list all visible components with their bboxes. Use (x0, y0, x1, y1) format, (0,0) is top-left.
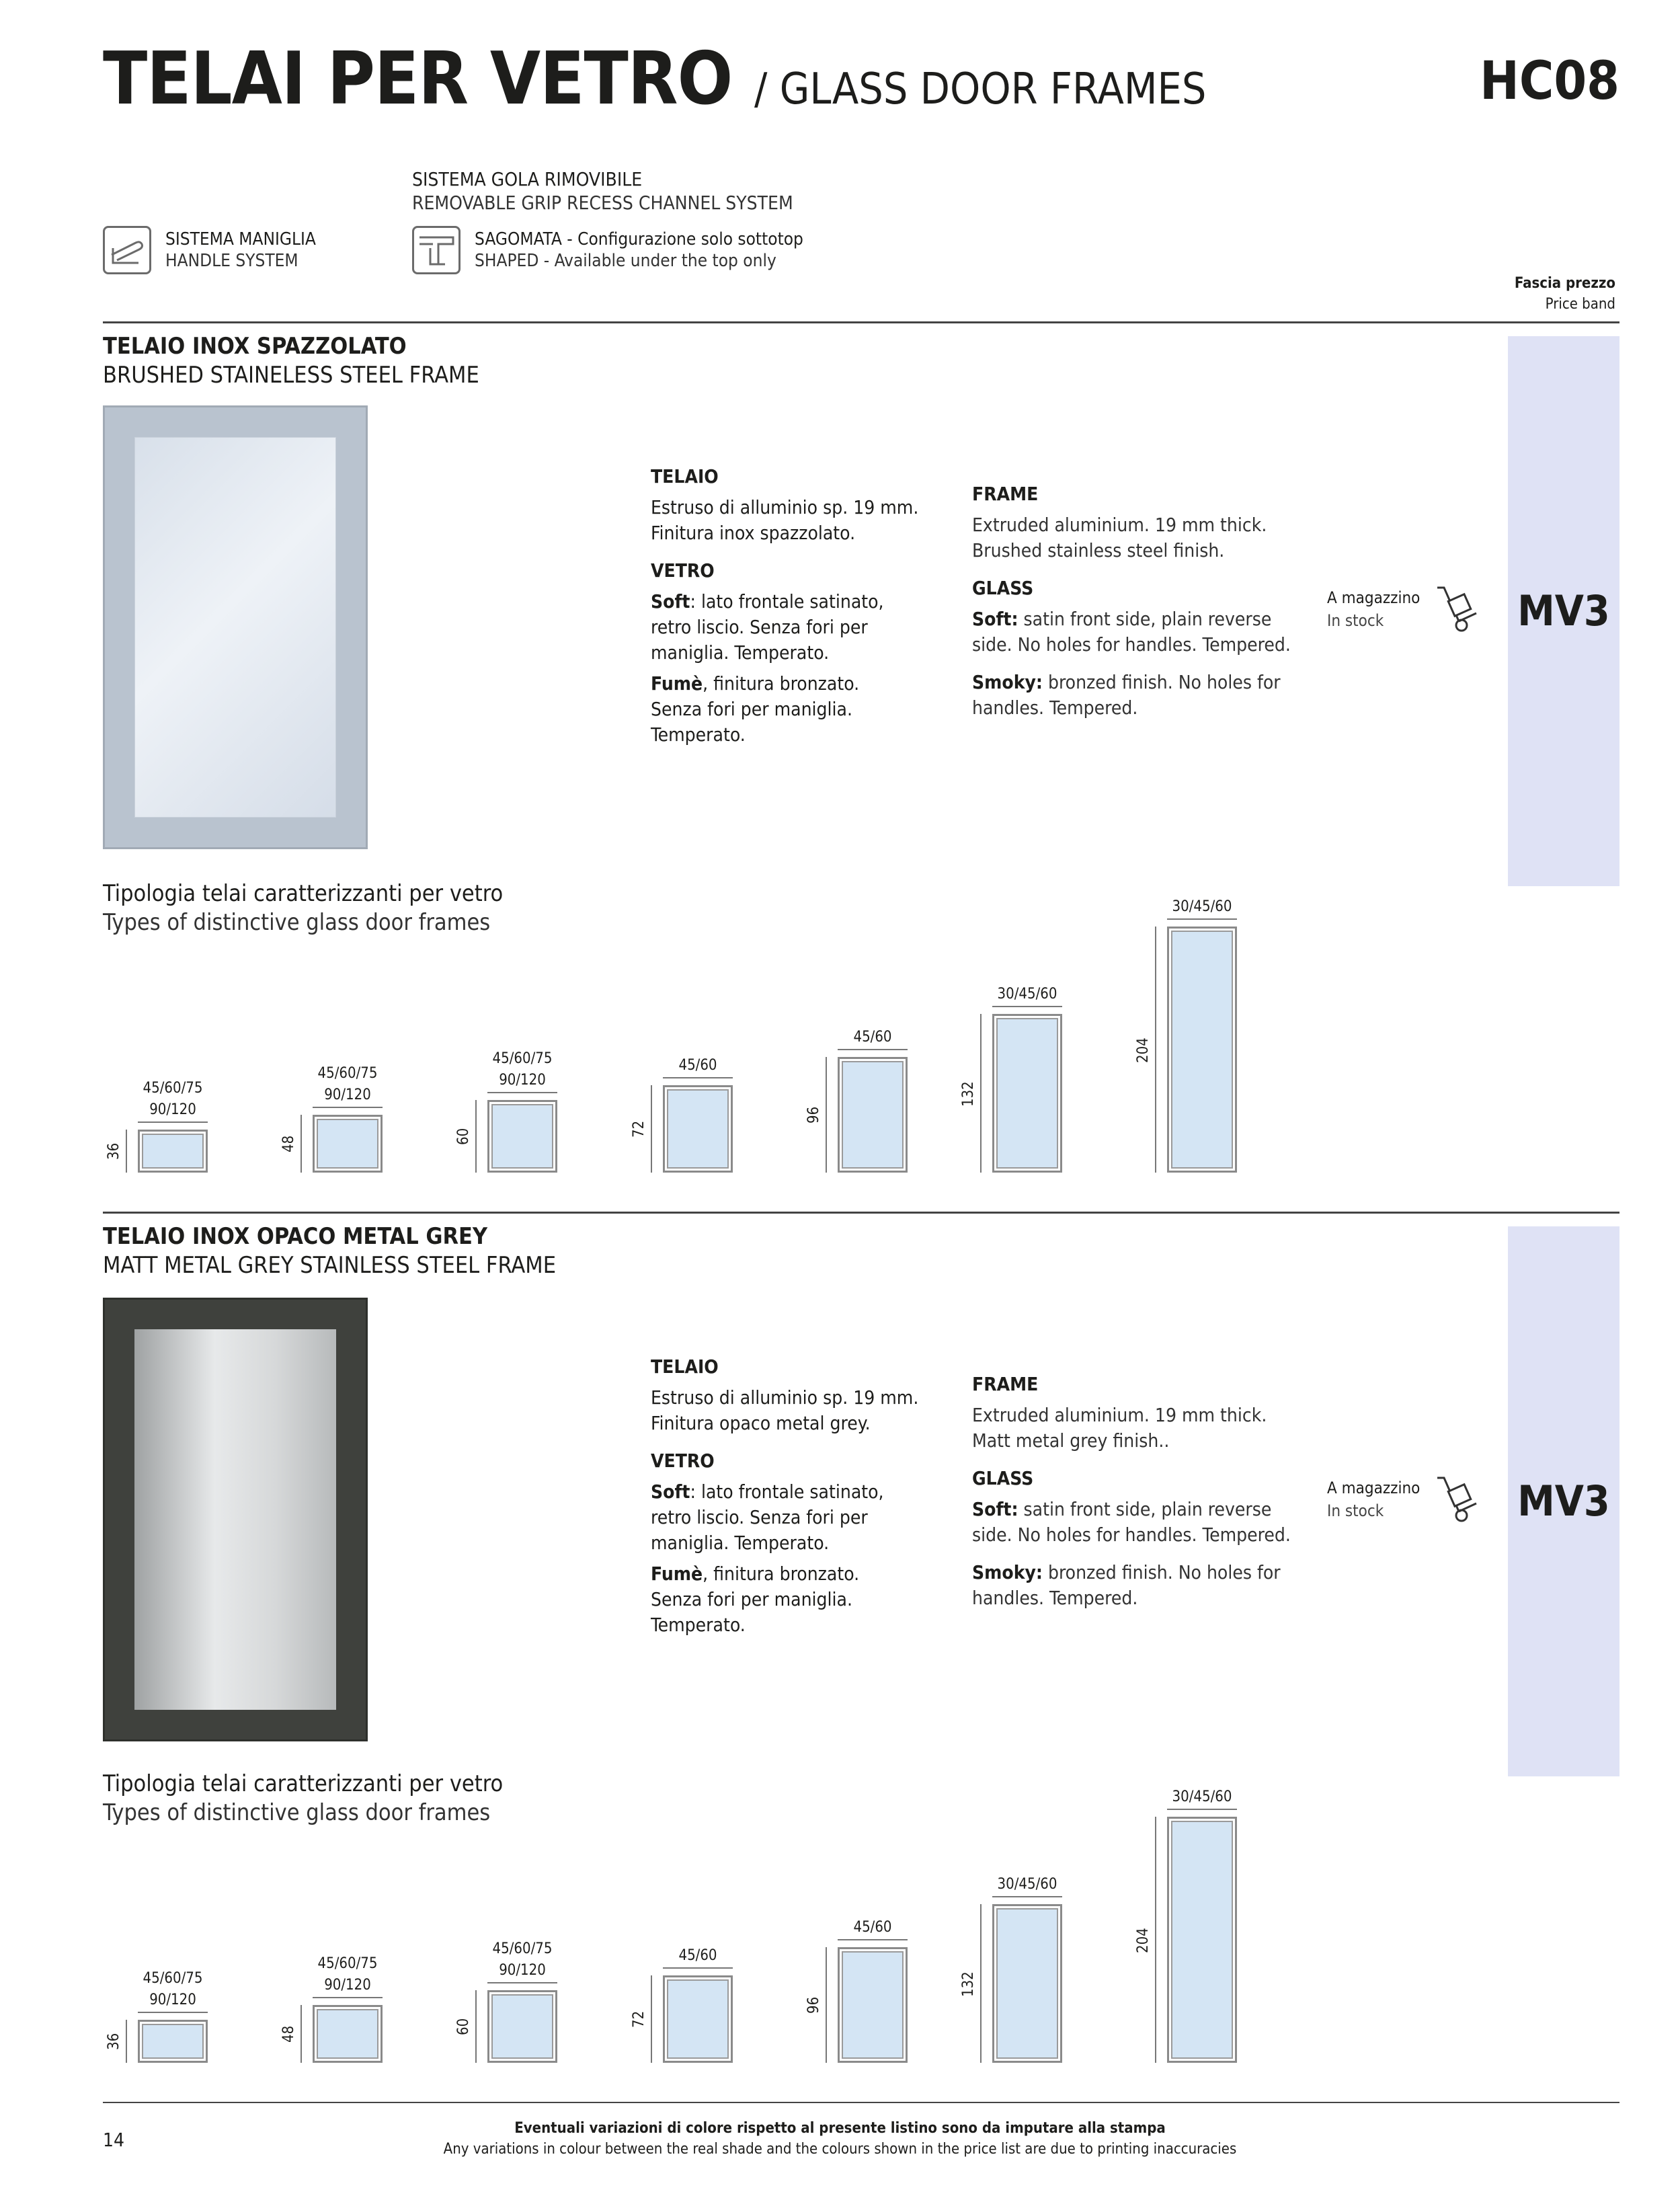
hand-truck-icon (1435, 584, 1483, 637)
desc-line: , finitura bronzato. (703, 1563, 860, 1585)
frame-height-label: 48 (280, 2025, 297, 2043)
frame-type-box (838, 1057, 908, 1173)
fume-label: Fumè (651, 672, 703, 695)
frame-width-label: 90/120 (149, 1101, 196, 1118)
desc-line: Temperato. (651, 723, 746, 746)
width-dimension-line (838, 1049, 908, 1050)
grip-system-label-it: SISTEMA GOLA RIMOVIBILE (412, 168, 643, 190)
frame-type-box (838, 1947, 908, 2063)
metal-grey-door-image (103, 1298, 368, 1741)
frame-type-box (487, 1990, 557, 2063)
height-dimension-line (475, 1100, 477, 1173)
price-band-code: MV3 (1517, 1477, 1610, 1526)
frame-type-box (138, 2020, 208, 2063)
frame-width-label: 45/60/75 (317, 1065, 378, 1082)
handle-icon (103, 226, 151, 274)
width-dimension-line (1167, 918, 1237, 920)
frame-heading-en: FRAME (972, 483, 1039, 505)
desc-line: Senza fori per maniglia. (651, 698, 852, 720)
height-dimension-line (126, 1130, 127, 1173)
frame-height-label: 204 (1135, 1037, 1152, 1063)
desc-line: maniglia. Temperato. (651, 641, 830, 664)
desc-line: Estruso di alluminio sp. 19 mm. (651, 496, 919, 518)
height-dimension-line (301, 2005, 302, 2063)
frame-width-label: 90/120 (324, 1977, 371, 1994)
frame-type-box (313, 2005, 383, 2063)
frame-type-box (663, 1085, 733, 1173)
frame-height-label: 96 (805, 1106, 822, 1124)
stock-label-it: A magazzino (1327, 588, 1421, 607)
desc-line: maniglia. Temperato. (651, 1532, 830, 1554)
glass-heading-en: GLASS (972, 577, 1034, 599)
height-dimension-line (301, 1115, 302, 1173)
frame-height-label: 72 (631, 1120, 647, 1138)
description-it (651, 1354, 918, 1638)
shaped-grip-icon (412, 226, 461, 274)
stock-label (1327, 586, 1420, 632)
fume-label: Fumè (651, 1563, 703, 1585)
desc-line: Finitura opaco metal grey. (651, 1412, 871, 1434)
glass-heading-it: VETRO (651, 559, 715, 582)
desc-line: : lato frontale satinato, (690, 1481, 884, 1503)
frame-heading-en: FRAME (972, 1373, 1039, 1395)
frame-width-label: 45/60 (853, 1029, 892, 1046)
frame-width-label: 90/120 (499, 1962, 546, 1979)
height-dimension-line (826, 1947, 827, 2063)
footer-note-it: Eventuali variazioni di colore rispetto al presente listino sono da imputare alla stampa (514, 2120, 1166, 2137)
frame-width-label: 30/45/60 (1172, 898, 1232, 915)
shaped-label-it: SAGOMATA - Configurazione solo sottotop (475, 229, 803, 249)
shaped-label-en: SHAPED - Available under the top only (475, 251, 776, 271)
width-dimension-line (992, 1006, 1062, 1007)
frame-height-label: 72 (631, 2010, 647, 2028)
frame-type-box (1167, 927, 1237, 1173)
frame-type-box (138, 1130, 208, 1173)
smoky-label: Smoky: (972, 1561, 1043, 1583)
desc-line: satin front side, plain reverse (1018, 1498, 1272, 1520)
description-en (972, 481, 1291, 721)
frame-height-label: 60 (455, 2018, 472, 2035)
height-dimension-line (475, 1990, 477, 2063)
soft-label: Soft (651, 590, 690, 613)
desc-line: retro liscio. Senza fori per (651, 1506, 868, 1528)
desc-line: side. No holes for handles. Tempered. (972, 1524, 1291, 1546)
stock-label (1327, 1477, 1420, 1522)
soft-label: Soft: (972, 1498, 1018, 1520)
desc-line: : lato frontale satinato, (690, 590, 884, 613)
stock-label-en: In stock (1327, 611, 1384, 630)
frame-width-label: 45/60/75 (492, 1050, 553, 1067)
section-title-it: TELAIO INOX OPACO METAL GREY (103, 1223, 488, 1250)
frame-heading-it: TELAIO (651, 1355, 719, 1378)
frame-width-label: 90/120 (149, 1992, 196, 2008)
width-dimension-line (663, 1077, 733, 1078)
types-title-it: Tipologia telai caratterizzanti per vetro (103, 880, 504, 907)
desc-line: Temperato. (651, 1614, 746, 1636)
frame-width-label: 90/120 (324, 1087, 371, 1103)
desc-line: bronzed finish. No holes for (1042, 671, 1281, 693)
section-divider (103, 321, 1619, 323)
section-divider (103, 1212, 1619, 1214)
soft-label: Soft (651, 1481, 690, 1503)
section-title (103, 332, 479, 390)
soft-label: Soft: (972, 608, 1018, 630)
height-dimension-line (126, 2020, 127, 2063)
frame-height-label: 36 (106, 1142, 122, 1160)
frame-height-label: 36 (106, 2033, 122, 2050)
frame-width-label: 45/60/75 (143, 1970, 203, 1987)
height-dimension-line (1155, 927, 1156, 1173)
frame-width-label: 45/60/75 (317, 1955, 378, 1972)
hand-truck-icon (1435, 1474, 1483, 1528)
frame-width-label: 45/60 (678, 1947, 717, 1964)
frame-type-box (487, 1100, 557, 1173)
section-title-it: TELAIO INOX SPAZZOLATO (103, 333, 407, 360)
desc-line: Matt metal grey finish.. (972, 1429, 1170, 1452)
glass-heading-it: VETRO (651, 1450, 715, 1472)
frame-height-label: 132 (960, 1080, 977, 1107)
frame-height-label: 48 (280, 1135, 297, 1152)
frame-types-diagram (0, 1778, 1680, 2074)
desc-line: handles. Tempered. (972, 1587, 1138, 1609)
description-it (651, 464, 918, 748)
price-band-code: MV3 (1517, 586, 1610, 635)
height-dimension-line (651, 1085, 652, 1173)
section-title (103, 1222, 556, 1280)
description-en (972, 1372, 1291, 1611)
desc-line: Finitura inox spazzolato. (651, 522, 856, 544)
frame-height-label: 60 (455, 1128, 472, 1145)
frame-width-label: 45/60/75 (492, 1940, 553, 1957)
height-dimension-line (980, 1014, 982, 1173)
frame-type-box (313, 1115, 383, 1173)
desc-line: retro liscio. Senza fori per (651, 616, 868, 638)
frame-width-label: 30/45/60 (997, 1876, 1057, 1893)
price-band-label-it: Fascia prezzo (1514, 275, 1615, 292)
desc-line: Extruded aluminium. 19 mm thick. (972, 1404, 1267, 1426)
frame-heading-it: TELAIO (651, 465, 719, 487)
types-title-en: Types of distinctive glass door frames (103, 909, 491, 936)
section-title-en: MATT METAL GREY STAINLESS STEEL FRAME (103, 1252, 557, 1279)
height-dimension-line (826, 1057, 827, 1173)
width-dimension-line (313, 1997, 383, 1998)
types-title-it: Tipologia telai caratterizzanti per vetro (103, 1770, 504, 1797)
width-dimension-line (663, 1967, 733, 1969)
desc-line: Extruded aluminium. 19 mm thick. (972, 514, 1267, 536)
frame-width-label: 45/60/75 (143, 1080, 203, 1097)
desc-line: , finitura bronzato. (703, 672, 860, 695)
frame-width-label: 45/60 (678, 1057, 717, 1074)
brushed-steel-door-image (103, 405, 368, 849)
handle-system-label-it: SISTEMA MANIGLIA (165, 229, 316, 249)
section-title-en: BRUSHED STAINELESS STEEL FRAME (103, 362, 479, 389)
width-dimension-line (838, 1939, 908, 1940)
frame-type-box (992, 1904, 1062, 2063)
height-dimension-line (980, 1904, 982, 2063)
width-dimension-line (138, 1121, 208, 1123)
frame-height-label: 96 (805, 1996, 822, 2014)
smoky-label: Smoky: (972, 671, 1043, 693)
desc-line: Senza fori per maniglia. (651, 1588, 852, 1610)
desc-line: bronzed finish. No holes for (1042, 1561, 1281, 1583)
grip-system-label-en: REMOVABLE GRIP RECESS CHANNEL SYSTEM (412, 192, 793, 214)
page-number: 14 (103, 2129, 125, 2151)
frame-width-label: 45/60 (853, 1919, 892, 1936)
width-dimension-line (1167, 1809, 1237, 1810)
width-dimension-line (487, 1982, 557, 1983)
width-dimension-line (313, 1107, 383, 1108)
height-dimension-line (651, 1975, 652, 2063)
catalog-code: HC08 (1480, 51, 1619, 112)
stock-label-en: In stock (1327, 1501, 1384, 1520)
title-en: / GLASS DOOR FRAMES (754, 65, 1207, 114)
frame-width-label: 90/120 (499, 1072, 546, 1089)
desc-line: handles. Tempered. (972, 697, 1138, 719)
width-dimension-line (487, 1092, 557, 1093)
glass-heading-en: GLASS (972, 1467, 1034, 1489)
title-it: TELAI PER VETRO (103, 37, 733, 121)
desc-line: Estruso di alluminio sp. 19 mm. (651, 1386, 919, 1409)
frame-type-box (1167, 1817, 1237, 2063)
stock-label-it: A magazzino (1327, 1479, 1421, 1497)
frame-height-label: 132 (960, 1971, 977, 1997)
frame-height-label: 204 (1135, 1927, 1152, 1953)
width-dimension-line (138, 2012, 208, 2013)
frame-type-box (992, 1014, 1062, 1173)
frame-width-label: 30/45/60 (1172, 1788, 1232, 1805)
footer-divider (103, 2102, 1619, 2103)
price-band-label-en: Price band (1545, 296, 1615, 313)
types-title-en: Types of distinctive glass door frames (103, 1799, 491, 1826)
page-title (103, 37, 1207, 121)
desc-line: side. No holes for handles. Tempered. (972, 633, 1291, 656)
frame-width-label: 30/45/60 (997, 986, 1057, 1002)
frame-type-box (663, 1975, 733, 2063)
desc-line: satin front side, plain reverse (1018, 608, 1272, 630)
width-dimension-line (992, 1896, 1062, 1897)
handle-system-label-en: HANDLE SYSTEM (165, 251, 298, 271)
frame-types-diagram (0, 888, 1680, 1183)
footer-note-en: Any variations in colour between the real shade and the colours shown in the price list are due to printing inaccuracies (443, 2141, 1237, 2158)
price-band-label (1515, 273, 1615, 315)
height-dimension-line (1155, 1817, 1156, 2063)
desc-line: Brushed stainless steel finish. (972, 539, 1225, 561)
